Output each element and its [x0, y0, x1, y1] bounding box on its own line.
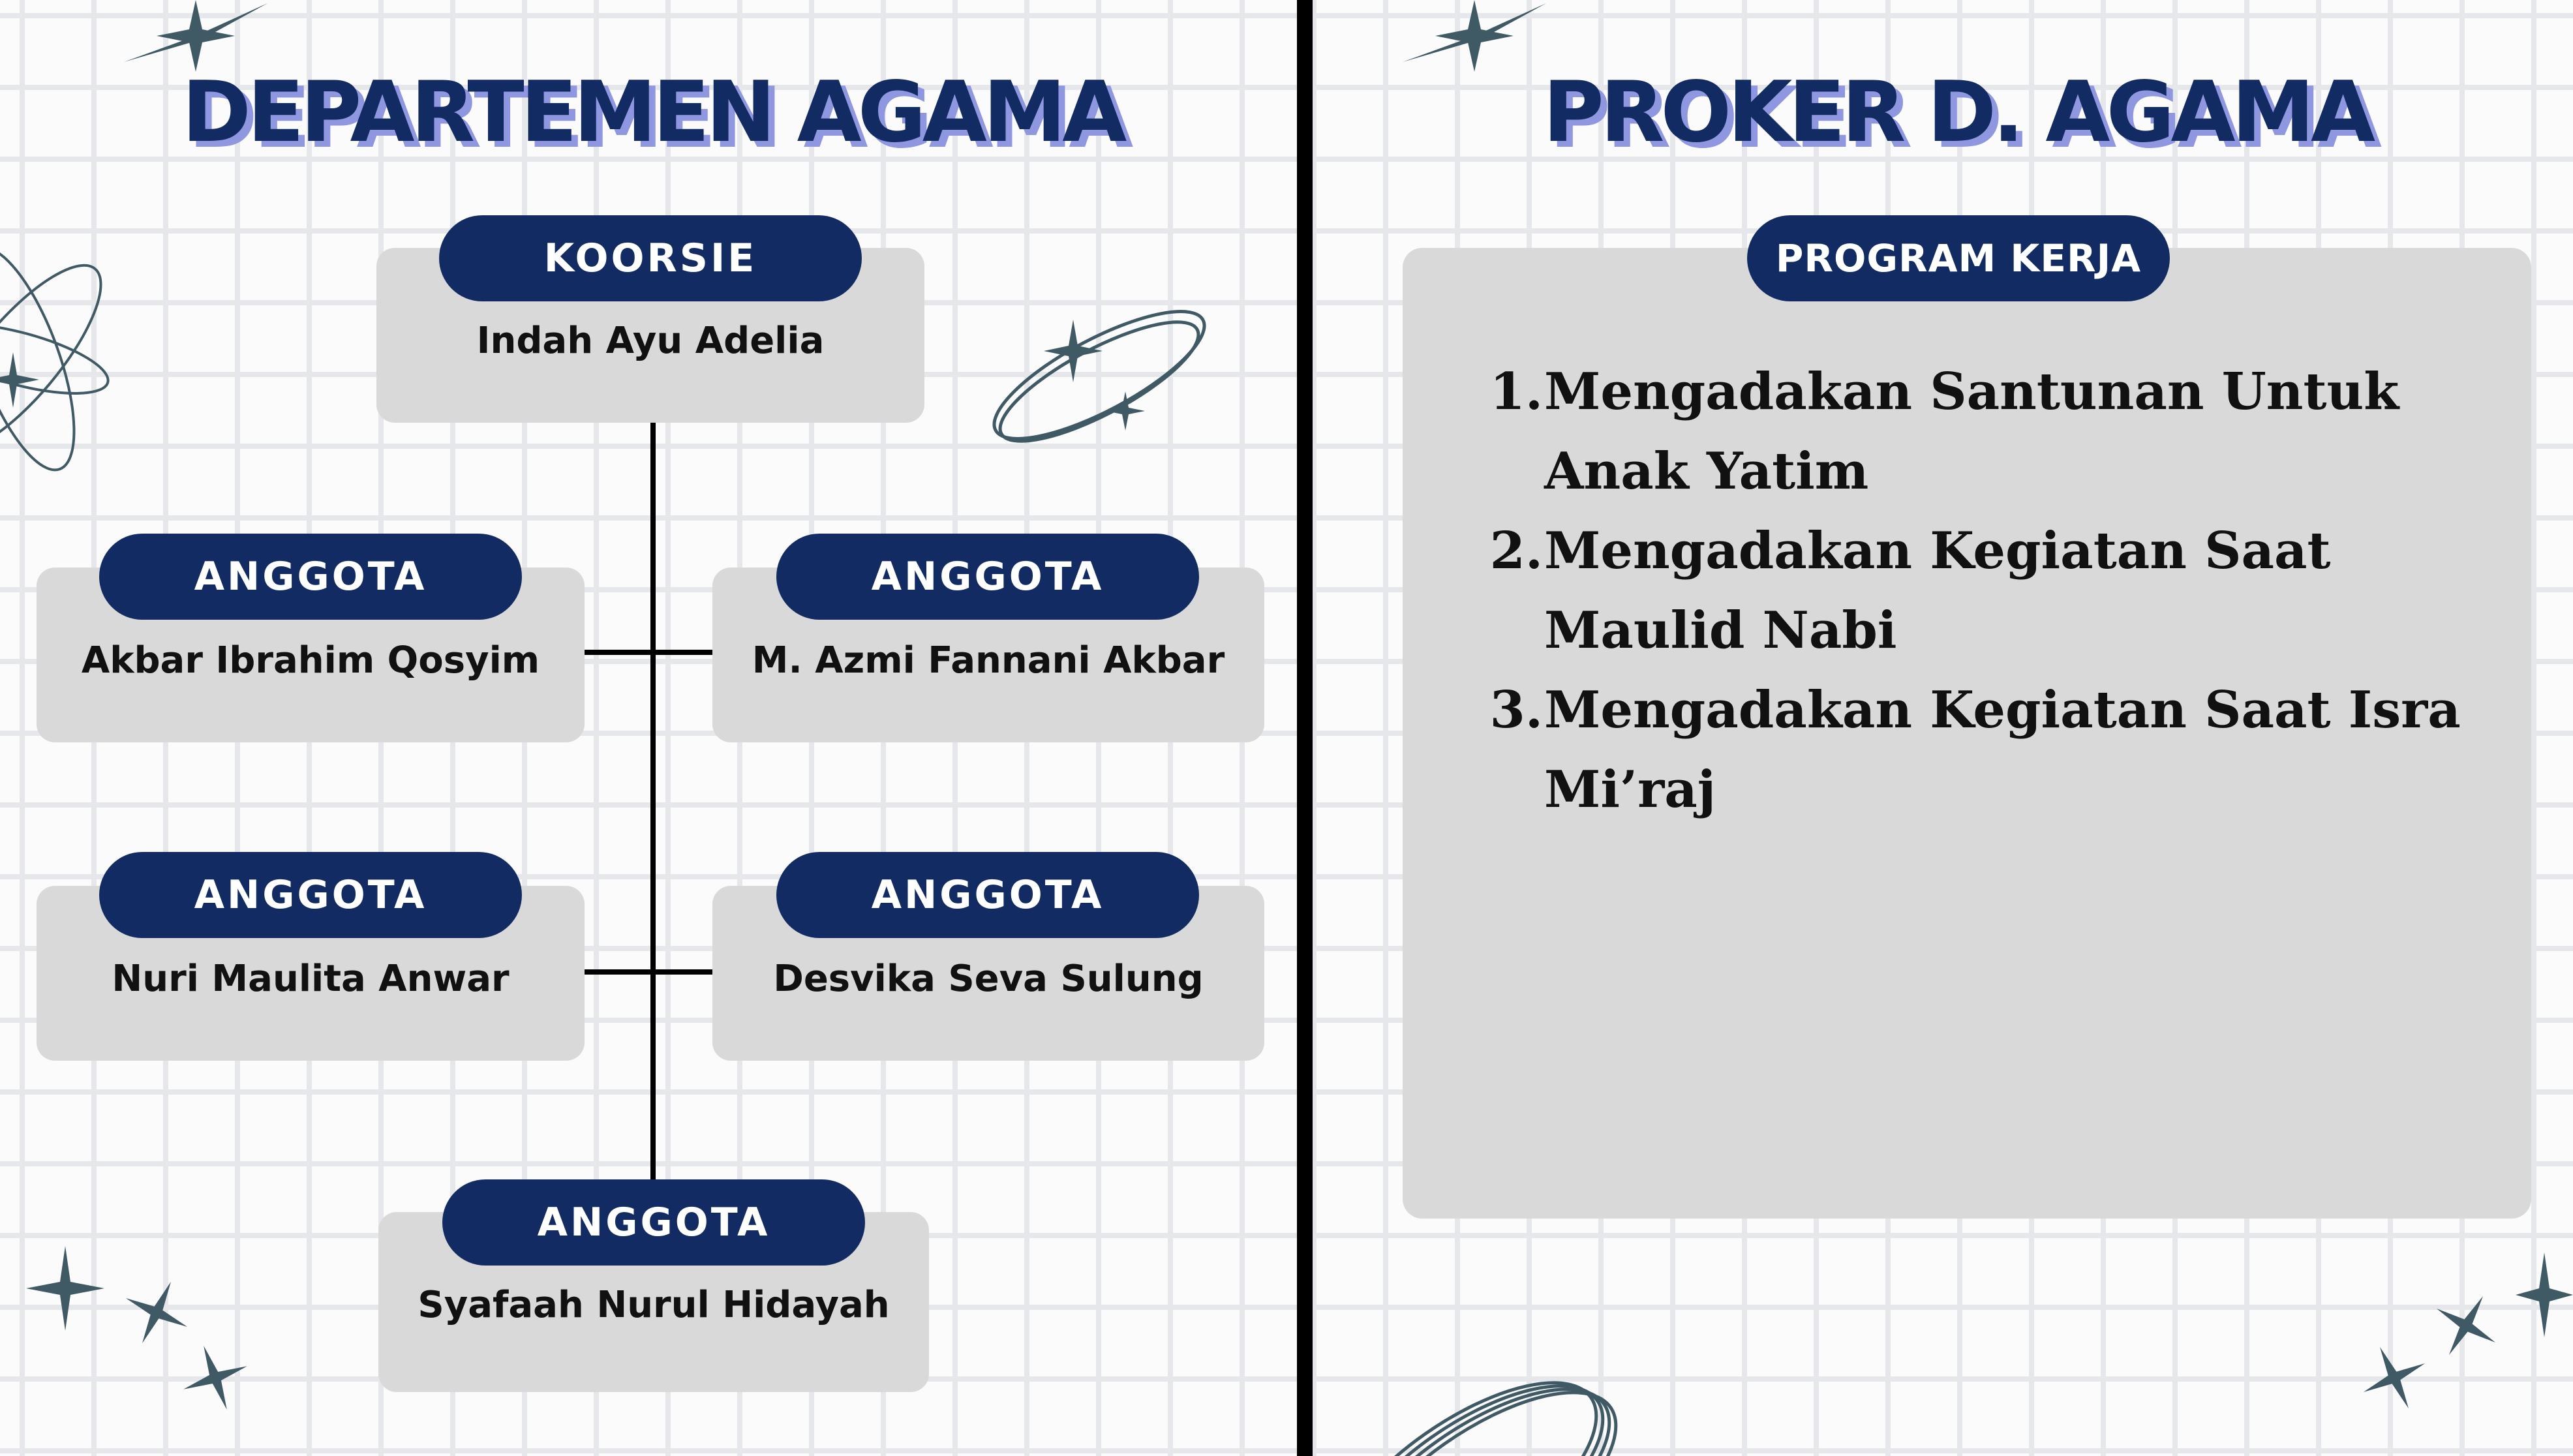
- member-role-label: ANGGOTA: [776, 534, 1199, 620]
- program-item-text: Mengadakan Kegiatan Saat Maulid Nabi: [1544, 521, 2331, 660]
- koorsie-name: Indah Ayu Adelia: [476, 320, 825, 362]
- program-label: PROGRAM KERJA: [1747, 215, 2170, 301]
- org-trunk-line: [650, 423, 656, 1224]
- program-item-number: 1.: [1489, 362, 1543, 421]
- member-name: Desvika Seva Sulung: [773, 958, 1204, 1000]
- ring-orbit-icon: [979, 294, 1226, 463]
- member-role-label: ANGGOTA: [776, 852, 1199, 938]
- koorsie-label: KOORSIE: [439, 215, 862, 301]
- sparkle-icon: [2349, 1239, 2573, 1456]
- panel-divider: [1297, 0, 1313, 1456]
- program-item: [1474, 511, 2492, 671]
- org-branch-line: [585, 969, 712, 975]
- program-item-number: 3.: [1489, 680, 1543, 740]
- org-branch-line: [585, 650, 712, 655]
- member-role-label: ANGGOTA: [99, 852, 522, 938]
- program-item-text: Mengadakan Kegiatan Saat Isra Mi’raj: [1544, 680, 2461, 819]
- program-item: [1474, 352, 2492, 511]
- member-name: Nuri Maulita Anwar: [112, 958, 510, 1000]
- member-name: M. Azmi Fannani Akbar: [752, 639, 1225, 682]
- program-list: [1474, 352, 2492, 830]
- ring-orbit-icon: [1313, 1292, 1639, 1456]
- program-item-text: Mengadakan Santunan Untuk Anak Yatim: [1544, 362, 2399, 501]
- page-title-proker: PROKER D. AGAMA: [1543, 63, 2371, 161]
- member-role-label: ANGGOTA: [442, 1179, 865, 1266]
- page-title-departemen: DEPARTEMEN AGAMA: [181, 63, 1123, 161]
- program-item: [1474, 671, 2492, 830]
- member-role-label: ANGGOTA: [99, 534, 522, 620]
- member-name: Syafaah Nurul Hidayah: [418, 1284, 890, 1326]
- atom-orbit-icon: [0, 228, 163, 489]
- program-item-number: 2.: [1489, 521, 1543, 581]
- sparkle-icon: [20, 1239, 267, 1455]
- member-name: Akbar Ibrahim Qosyim: [81, 639, 540, 682]
